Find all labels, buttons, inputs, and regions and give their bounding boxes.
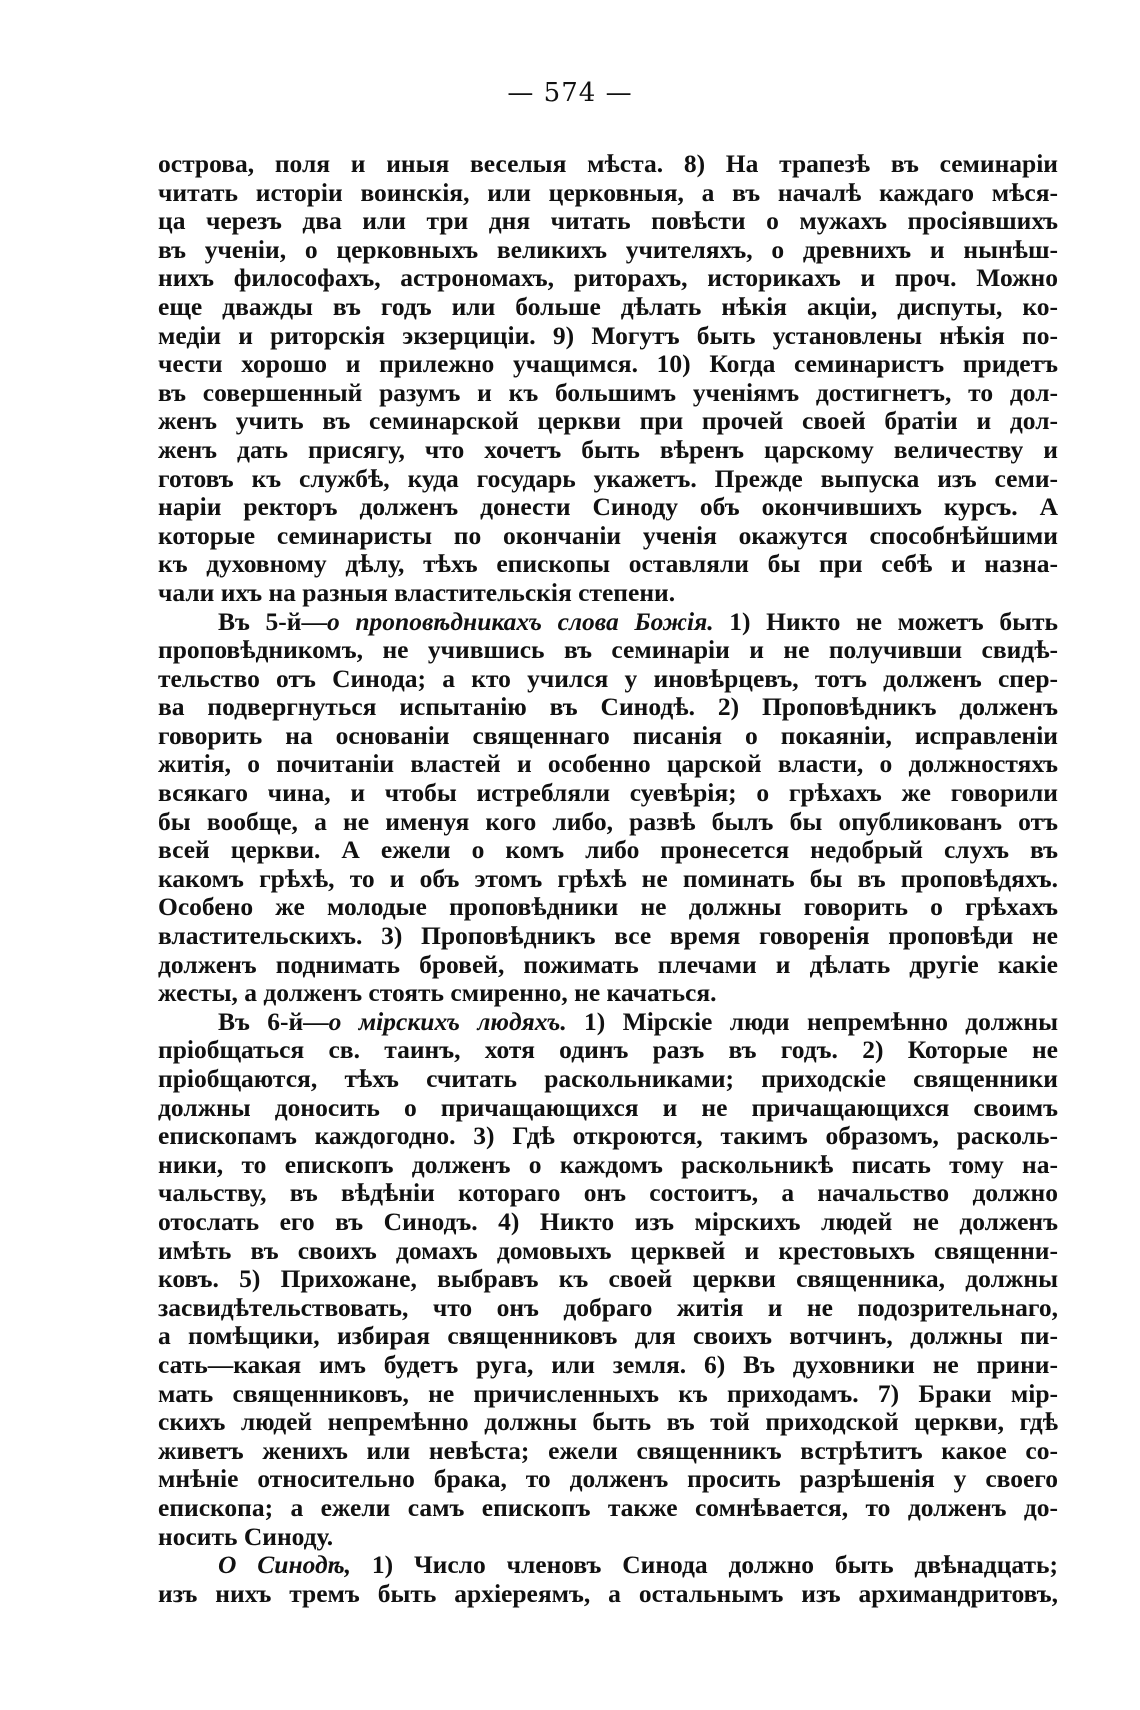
text-line: пріобщаться св. таинъ, хотя одинъ разъ въ годъ. 2) Которые не (158, 1036, 1058, 1065)
body-text (158, 150, 1058, 1608)
paragraph-first-line (158, 608, 1058, 637)
text-line: еще дважды въ годъ или больше дѣлать нѣкія акціи, диспуты, ко- (158, 292, 1058, 321)
paragraph-first-line (158, 1008, 1058, 1037)
text-line: проповѣдникомъ, не учившись въ семинаріи и не получивши свидѣ- (158, 636, 1058, 665)
text-line: въ совершенный разумъ и къ большимъ ученіямъ достигнетъ, то дол- (158, 378, 1058, 407)
text-line: должны доносить о причащающихся и не причащающихся своимъ (158, 1093, 1058, 1122)
text-line: отослать его въ Синодъ. 4) Никто изъ мірскихъ людей не долженъ (158, 1207, 1058, 1236)
text-line: читать исторіи воинскія, или церковныя, а въ началѣ каждаго мѣся- (158, 178, 1058, 207)
text-line: медіи и риторскія экзерциціи. 9) Могутъ быть установлены нѣкія по- (158, 321, 1058, 350)
text-line: бы вообще, а не именуя кого либо, развѣ былъ бы опубликованъ отъ (158, 807, 1058, 836)
text-line: житія, о почитаніи властей и особенно царской власти, о должностяхъ (158, 750, 1058, 779)
paragraph-first-line (158, 1551, 1058, 1580)
text-line: мнѣніе относительно брака, то долженъ просить разрѣшенія у своего (158, 1465, 1058, 1494)
section-heading-italic: О Синодѣ, (218, 1551, 352, 1580)
text-line: всякаго чина, и чтобы истребляли суевѣрія; о грѣхахъ же говорили (158, 779, 1058, 808)
text-line: чести хорошо и прилежно учащимся. 10) Когда семинаристъ придетъ (158, 350, 1058, 379)
text-line: всей церкви. А ежели о комъ либо пронесется недобрый слухъ въ (158, 836, 1058, 865)
text-line: въ ученіи, о церковныхъ великихъ учителяхъ, о древнихъ и нынѣш- (158, 235, 1058, 264)
text-line: ва подвергнуться испытанію въ Синодѣ. 2) Проповѣдникъ долженъ (158, 693, 1058, 722)
text-line: долженъ поднимать бровей, пожимать плечами и дѣлать другіе какіе (158, 950, 1058, 979)
text-line: готовъ къ службѣ, куда государь укажетъ. Прежде выпуска изъ семи- (158, 464, 1058, 493)
text-line: какомъ грѣхѣ, то и объ этомъ грѣхѣ не поминать бы въ проповѣдяхъ. (158, 864, 1058, 893)
text-line: епископамъ каждогодно. 3) Гдѣ откроются, такимъ образомъ, расколь- (158, 1122, 1058, 1151)
text-line: наріи ректоръ долженъ донести Синоду объ окончившихъ курсъ. А (158, 493, 1058, 522)
text-line: женъ учить въ семинарской церкви при прочей своей братіи и дол- (158, 407, 1058, 436)
text-line: острова, поля и иныя веселыя мѣста. 8) На трапезѣ въ семинаріи (158, 150, 1058, 178)
text-line: засвидѣтельствовать, что онъ добраго житія и не подозрительнаго, (158, 1293, 1058, 1322)
section-heading-italic: о проповѣдникахъ слова Божія. (326, 607, 714, 636)
paragraph-lead: Въ 5-й— (218, 607, 327, 636)
text-line: епископа; а ежели самъ епископъ также сомнѣвается, то долженъ до- (158, 1493, 1058, 1522)
paragraph-lead-rest: 1) Мірскіе люди непремѣнно должны (566, 1007, 1058, 1036)
text-line: живетъ женихъ или невѣста; ежели священникъ встрѣтитъ какое со- (158, 1436, 1058, 1465)
text-line: властительскихъ. 3) Проповѣдникъ все время говоренія проповѣди не (158, 922, 1058, 951)
paragraph-lead-rest: 1) Число членовъ Синода должно быть двѣнадцать; (351, 1551, 1058, 1580)
text-line: говорить на основаніи священнаго писанія о покаяніи, исправленіи (158, 721, 1058, 750)
text-line: которые семинаристы по окончаніи ученія окажутся способнѣйшими (158, 521, 1058, 550)
text-line: носить Синоду. (158, 1522, 334, 1551)
text-line: мать священниковъ, не причисленныхъ къ приходамъ. 7) Браки мір- (158, 1379, 1058, 1408)
text-line: тельство отъ Синода; а кто учился у иновѣрцевъ, тотъ долженъ спер- (158, 664, 1058, 693)
text-line: Особено же молодые проповѣдники не должны говорить о грѣхахъ (158, 893, 1058, 922)
paragraph-lead: Въ 6-й— (218, 1007, 329, 1036)
text-line: ковъ. 5) Прихожане, выбравъ къ своей церкви священника, должны (158, 1265, 1058, 1294)
text-line: женъ дать присягу, что хочетъ быть вѣренъ царскому величеству и (158, 435, 1058, 464)
text-line: жесты, а долженъ стоять смиренно, не качаться. (158, 979, 717, 1008)
paragraph-lead-rest: 1) Никто не можетъ быть (713, 607, 1058, 636)
text-line: сать—какая имъ будетъ руга, или земля. 6) Въ духовники не прини- (158, 1350, 1058, 1379)
text-line: къ духовному дѣлу, тѣхъ епископы оставляли бы при себѣ и назна- (158, 550, 1058, 579)
text-line: ники, то епископъ долженъ о каждомъ раскольникѣ писать тому на- (158, 1150, 1058, 1179)
page-number: — 574 — (507, 78, 633, 108)
text-line: а помѣщики, избирая священниковъ для своихъ вотчинъ, должны пи- (158, 1322, 1058, 1351)
text-line: пріобщаются, тѣхъ считать раскольниками; приходскіе священники (158, 1065, 1058, 1093)
section-heading-italic: о мірскихъ людяхъ. (328, 1007, 567, 1036)
text-line: изъ нихъ тремъ быть архіереямъ, а остальнымъ изъ архимандритовъ, (158, 1579, 1058, 1608)
text-line: чальству, въ вѣдѣніи котораго онъ состоитъ, а начальство должно (158, 1179, 1058, 1208)
text-line: ца черезъ два или три дня читать повѣсти о мужахъ просіявшихъ (158, 207, 1058, 236)
text-line: скихъ людей непремѣнно должны быть въ той приходской церкви, гдѣ (158, 1408, 1058, 1437)
text-line: чали ихъ на разныя властительскія степени. (158, 578, 676, 607)
text-line: имѣть въ своихъ домахъ домовыхъ церквей и крестовыхъ священни- (158, 1236, 1058, 1265)
text-line: нихъ философахъ, астрономахъ, риторахъ, историкахъ и проч. Можно (158, 264, 1058, 293)
